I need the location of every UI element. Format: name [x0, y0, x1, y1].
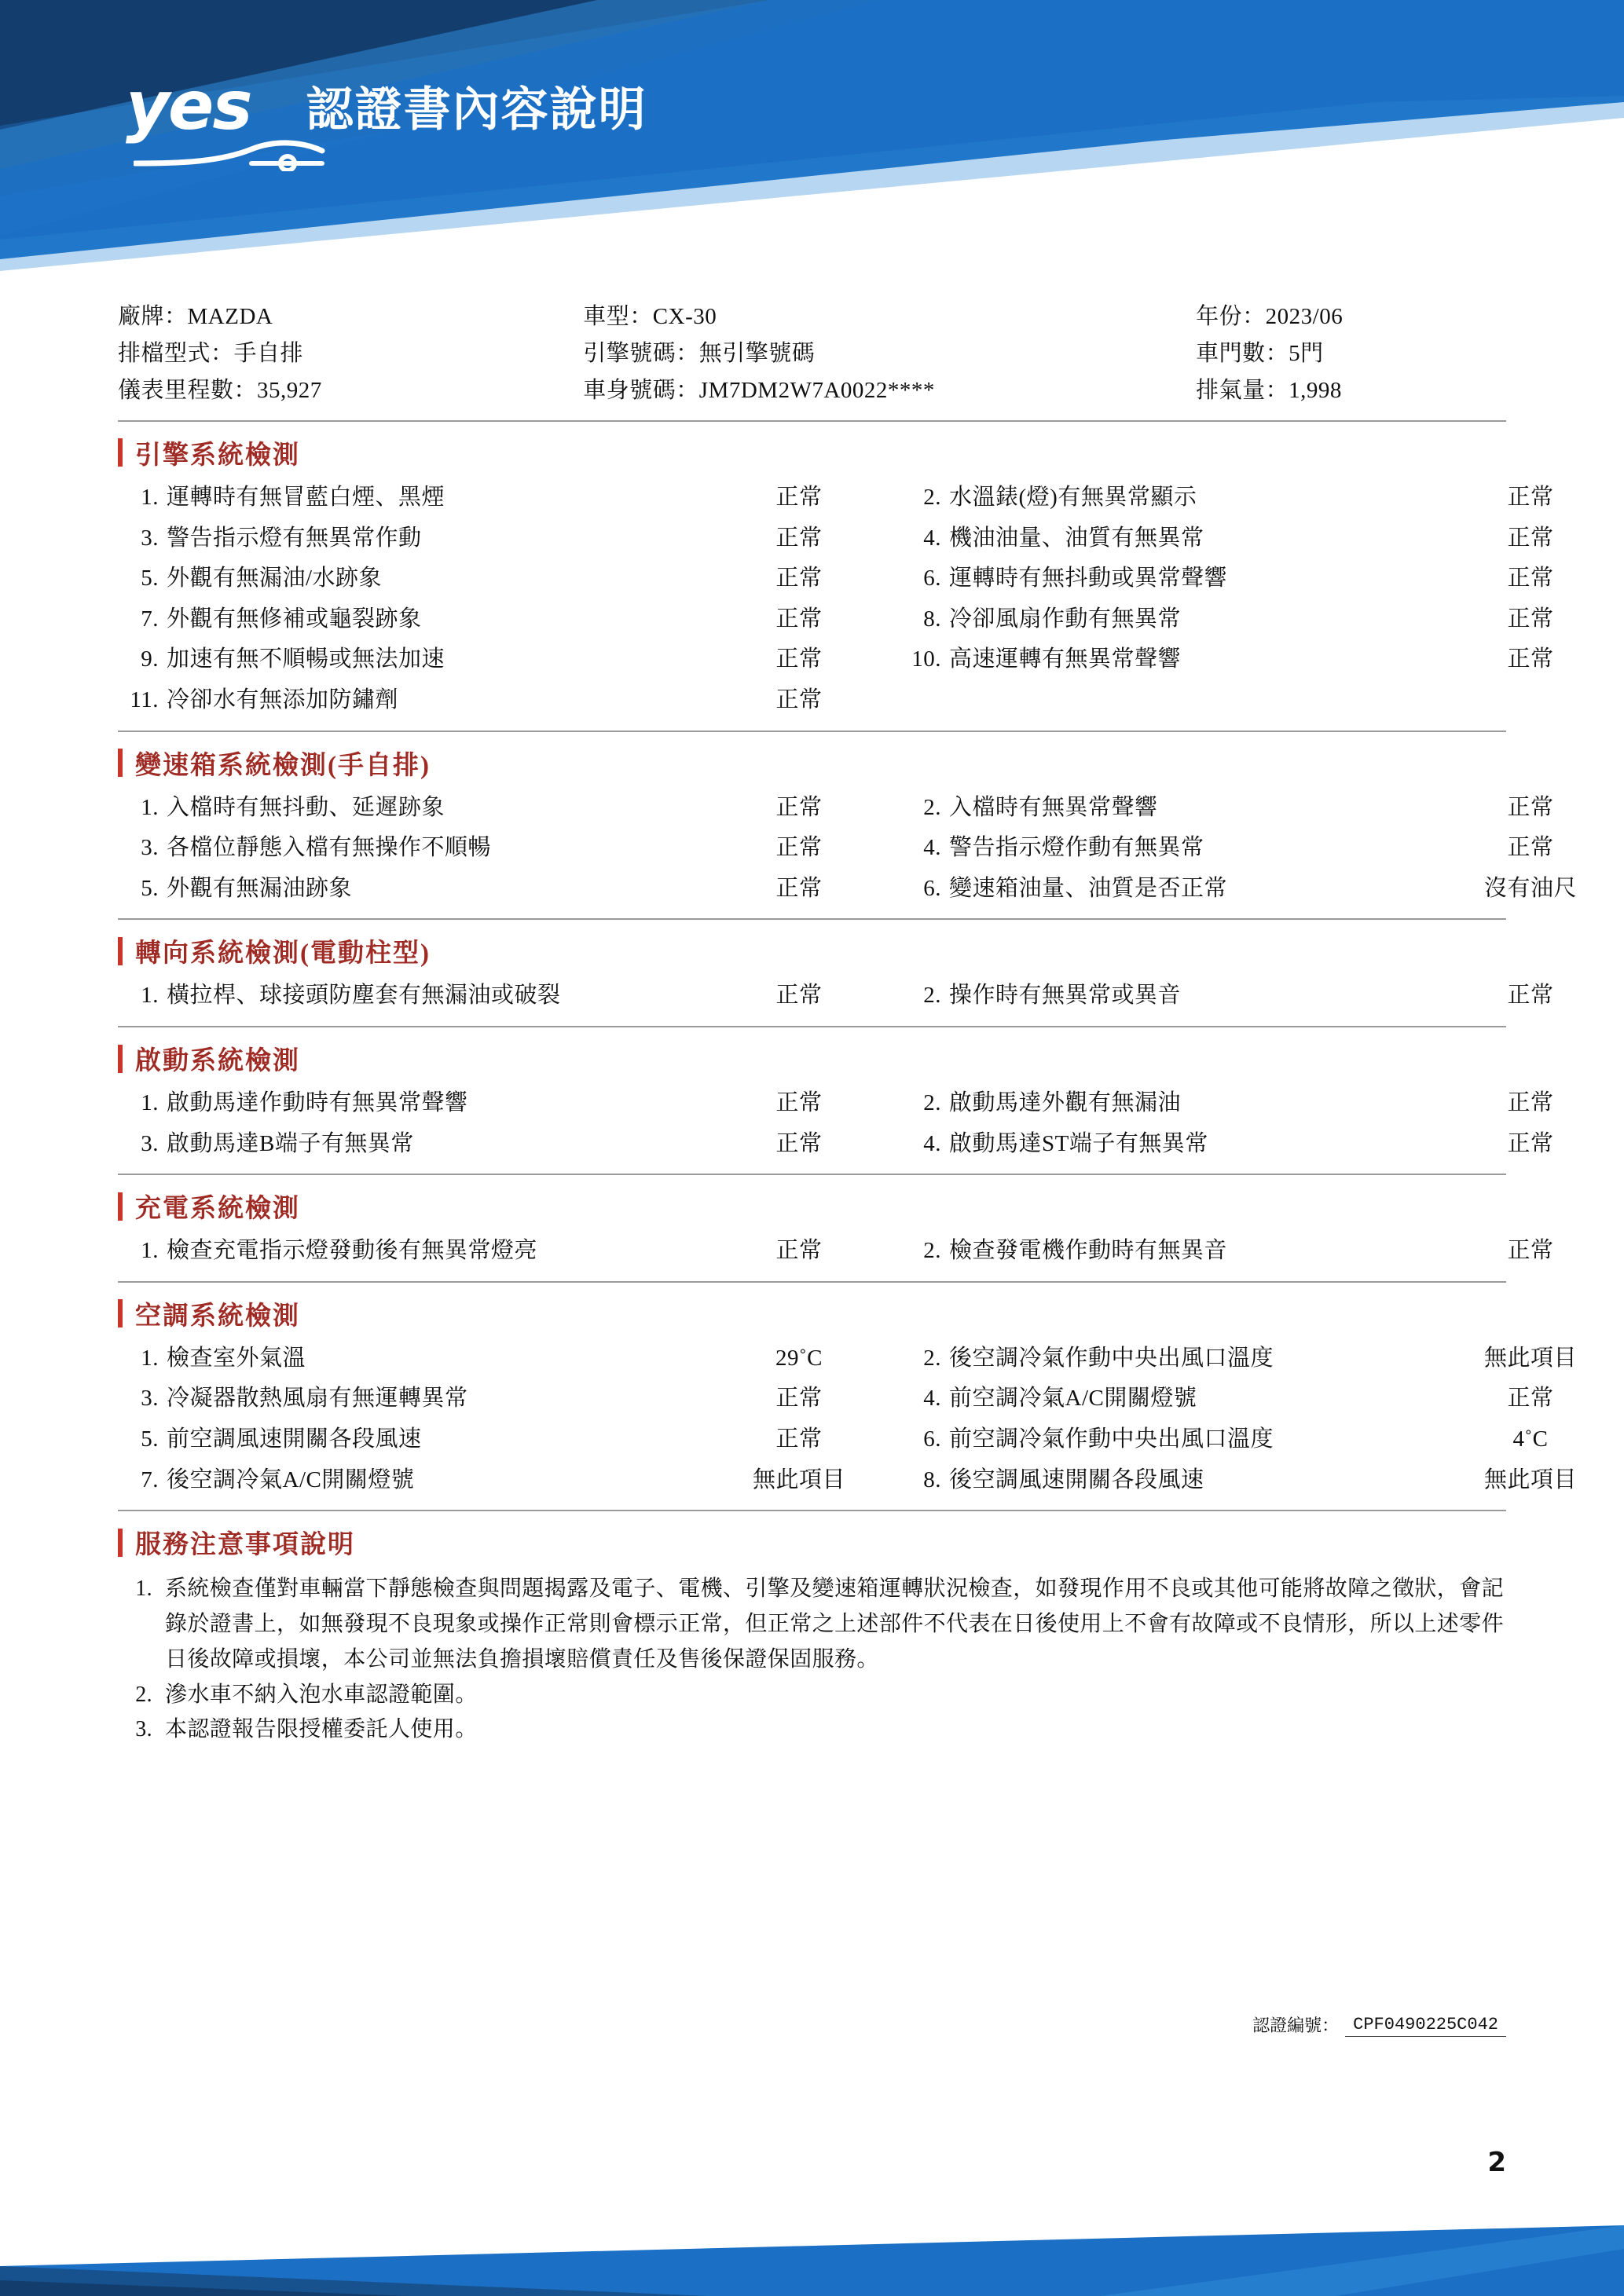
item-value: 正常	[775, 566, 823, 591]
item-number: 5.	[141, 875, 159, 901]
footer-banner-graphic	[0, 2194, 1624, 2296]
item-number: 1.	[141, 1090, 159, 1115]
item-label: 檢查室外氣溫	[167, 1345, 306, 1371]
section-accent-bar	[118, 1299, 123, 1327]
spacer	[866, 976, 897, 1016]
item-number: 7.	[141, 1467, 159, 1492]
item-number: 2.	[923, 484, 941, 510]
item-number	[897, 680, 949, 721]
section-rows	[118, 478, 1554, 732]
section-rows	[118, 1083, 1554, 1175]
check-row	[118, 869, 1577, 910]
item-value: 無此項目	[1483, 1345, 1577, 1371]
note-number: 3.	[135, 1717, 152, 1742]
vehicle-mileage: 儀表里程數：35,927	[118, 377, 322, 403]
item-label: 檢查發電機作動時有無異音	[949, 1238, 1228, 1264]
check-row	[118, 828, 1554, 869]
item-label: 入檔時有無異常聲響	[949, 794, 1158, 820]
item-label: 各檔位靜態入檔有無操作不順暢	[167, 835, 492, 861]
check-row	[118, 518, 1554, 559]
check-row	[118, 599, 1554, 640]
note-text: 滲水車不納入泡水車認證範圍。	[165, 1682, 478, 1707]
section-accent-bar	[118, 1045, 123, 1073]
note-item	[118, 1572, 1506, 1677]
item-value: 正常	[1507, 525, 1554, 551]
item-label: 前空調冷氣作動中央出風口溫度	[949, 1426, 1274, 1452]
section-accent-bar	[118, 749, 123, 777]
check-row	[118, 1379, 1554, 1419]
item-value: 無此項目	[1483, 1467, 1577, 1492]
section-accent-bar	[118, 438, 123, 467]
spacer	[866, 478, 897, 518]
item-label: 冷卻風扇作動有無異常	[949, 606, 1182, 632]
item-label: 警告指示燈作動有無異常	[949, 835, 1204, 861]
vehicle-transmission: 排檔型式：手自排	[118, 340, 304, 366]
item-value: 正常	[775, 794, 823, 820]
item-number: 10.	[911, 646, 941, 672]
check-row	[118, 976, 1554, 1016]
vehicle-displacement: 排氣量：1,998	[1196, 377, 1342, 403]
item-label: 外觀有無修補或龜裂跡象	[167, 606, 422, 632]
spacer	[866, 869, 897, 910]
item-value: 正常	[775, 484, 823, 510]
item-label: 水溫錶(燈)有無異常顯示	[949, 484, 1197, 510]
note-item	[118, 1678, 1506, 1713]
note-number: 1.	[135, 1576, 152, 1602]
item-number: 5.	[141, 1426, 159, 1452]
item-value: 正常	[775, 1386, 823, 1412]
item-label: 冷卻水有無添加防鏽劑	[167, 687, 399, 712]
item-number: 4.	[923, 835, 941, 861]
spacer	[866, 639, 897, 680]
item-number: 8.	[923, 606, 941, 632]
spacer	[866, 558, 897, 599]
item-value: 正常	[1507, 484, 1554, 510]
section-steering	[118, 920, 1554, 1027]
item-number: 1.	[141, 1238, 159, 1264]
service-notes-list	[118, 1567, 1506, 1748]
item-label: 前空調冷氣A/C開關燈號	[949, 1386, 1197, 1412]
spacer	[866, 1231, 897, 1272]
item-value: 正常	[1507, 646, 1554, 672]
item-label: 後空調冷氣作動中央出風口溫度	[949, 1345, 1274, 1371]
item-number: 3.	[141, 1130, 159, 1156]
vehicle-info-row	[118, 335, 1506, 372]
item-label: 警告指示燈有無異常作動	[167, 525, 422, 551]
section-transmission	[118, 732, 1577, 921]
item-label: 啟動馬達ST端子有無異常	[949, 1130, 1208, 1156]
item-label: 啟動馬達外觀有無漏油	[949, 1090, 1182, 1115]
page-footer	[0, 2194, 1624, 2296]
item-value: 正常	[775, 687, 823, 712]
item-number: 1.	[141, 983, 159, 1009]
check-row	[118, 558, 1554, 599]
spacer	[866, 1338, 897, 1379]
section-accent-bar	[118, 1192, 123, 1221]
item-number: 2.	[923, 983, 941, 1009]
item-number: 9.	[141, 646, 159, 672]
item-value: 正常	[775, 646, 823, 672]
item-value: 4˚C	[1512, 1426, 1549, 1452]
check-row	[118, 680, 1506, 721]
spacer	[866, 680, 897, 721]
item-number: 3.	[141, 525, 159, 551]
item-value: 沒有油尺	[1483, 875, 1577, 901]
item-number: 3.	[141, 1386, 159, 1412]
item-value: 無此項目	[752, 1467, 845, 1492]
section-title: 引擎系統檢測	[135, 441, 300, 470]
item-number: 2.	[923, 1345, 941, 1371]
vehicle-info-row	[118, 372, 1506, 409]
item-number: 6.	[923, 875, 941, 901]
check-row	[118, 1231, 1554, 1272]
item-number: 1.	[141, 794, 159, 820]
vehicle-brand: 廠牌：MAZDA	[118, 304, 273, 329]
item-number: 1.	[141, 484, 159, 510]
item-label	[949, 680, 1452, 721]
item-value: 正常	[1507, 1386, 1554, 1412]
vehicle-engine-no: 引擎號碼：無引擎號碼	[583, 340, 816, 366]
section-header	[118, 1175, 1506, 1231]
section-air-conditioning	[118, 1283, 1577, 1511]
page-title: 認證書內容說明	[306, 82, 647, 137]
item-label: 操作時有無異常或異音	[949, 983, 1182, 1009]
item-value: 正常	[775, 835, 823, 861]
spacer	[866, 1460, 897, 1501]
item-label: 冷凝器散熱風扇有無運轉異常	[167, 1386, 468, 1412]
item-value: 正常	[775, 1238, 823, 1264]
section-header	[118, 1027, 1506, 1083]
item-label: 啟動馬達作動時有無異常聲響	[167, 1090, 468, 1115]
check-row	[118, 1124, 1554, 1165]
item-number: 5.	[141, 566, 159, 591]
item-value: 正常	[775, 983, 823, 1009]
car-swoosh-icon	[134, 140, 338, 171]
page-header	[0, 0, 1624, 283]
spacer	[866, 1083, 897, 1124]
vehicle-model: 車型：CX-30	[583, 304, 717, 329]
item-label: 高速運轉有無異常聲響	[949, 646, 1182, 672]
item-number: 2.	[923, 1238, 941, 1264]
spacer	[866, 1124, 897, 1165]
brand-logo	[126, 67, 647, 145]
item-label: 啟動馬達B端子有無異常	[167, 1130, 414, 1156]
section-rows	[118, 1338, 1577, 1511]
section-rows	[118, 1231, 1554, 1283]
check-row	[118, 788, 1554, 829]
section-title: 充電系統檢測	[135, 1195, 300, 1224]
item-value: 正常	[1507, 606, 1554, 632]
item-value: 正常	[1507, 1238, 1554, 1264]
note-item	[118, 1712, 1506, 1748]
spacer	[866, 599, 897, 640]
certificate-number	[1252, 2012, 1506, 2037]
item-value	[1452, 680, 1609, 721]
spacer	[866, 1419, 897, 1460]
spacer	[866, 828, 897, 869]
item-number: 4.	[923, 525, 941, 551]
vehicle-year: 年份：2023/06	[1196, 304, 1344, 329]
section-service-notes	[118, 1511, 1506, 1567]
item-number: 1.	[141, 1345, 159, 1371]
item-value: 正常	[1507, 835, 1554, 861]
check-row	[118, 639, 1554, 680]
section-header	[118, 920, 1506, 976]
spacer	[866, 788, 897, 829]
item-label: 變速箱油量、油質是否正常	[949, 875, 1228, 901]
item-number: 8.	[923, 1467, 941, 1492]
note-number: 2.	[135, 1682, 152, 1707]
spacer	[866, 518, 897, 559]
section-header	[118, 732, 1506, 788]
vehicle-vin: 車身號碼：JM7DM2W7A0022****	[583, 377, 935, 403]
item-label: 加速有無不順暢或無法加速	[167, 646, 445, 672]
vehicle-info-row	[118, 298, 1506, 335]
section-title: 服務注意事項說明	[135, 1531, 355, 1560]
item-number: 6.	[923, 1426, 941, 1452]
item-value: 正常	[1507, 1090, 1554, 1115]
document-body	[0, 298, 1624, 1748]
note-text: 系統檢查僅對車輛當下靜態檢查與問題揭露及電子、電機、引擎及變速箱運轉狀況檢查，如發現作用不良或其他可能將故障之徵狀，會記錄於證書上，如無發現不良現象或操作正常則會標示正常，但正常之上述部件不代表在日後使用上不會有故障或不良情形，所以上述零件日後故障或損壞，本公司並無法負擔損壞賠償責任及售後保證保固服務。	[165, 1576, 1505, 1672]
item-value: 29˚C	[775, 1345, 823, 1371]
item-number: 3.	[141, 835, 159, 861]
vehicle-info-block	[118, 298, 1506, 422]
check-row	[118, 478, 1554, 518]
item-label: 運轉時有無冒藍白煙、黑煙	[167, 484, 445, 510]
section-title: 空調系統檢測	[135, 1302, 300, 1331]
item-label: 外觀有無漏油跡象	[167, 875, 353, 901]
item-number: 6.	[923, 566, 941, 591]
item-label: 外觀有無漏油/水跡象	[167, 566, 383, 591]
item-label: 機油油量、油質有無異常	[949, 525, 1204, 551]
item-number: 2.	[923, 794, 941, 820]
item-value: 正常	[1507, 1130, 1554, 1156]
check-row	[118, 1460, 1577, 1501]
item-label: 運轉時有無抖動或異常聲響	[949, 566, 1228, 591]
item-value: 正常	[775, 525, 823, 551]
page-number: 2	[1487, 2147, 1506, 2178]
item-label: 入檔時有無抖動、延遲跡象	[167, 794, 445, 820]
section-title: 變速箱系統檢測(手自排)	[135, 751, 431, 780]
spacer	[866, 1379, 897, 1419]
item-value: 正常	[775, 606, 823, 632]
check-row	[118, 1083, 1554, 1124]
section-header	[118, 1283, 1506, 1338]
check-row	[118, 1338, 1577, 1379]
item-label: 橫拉桿、球接頭防塵套有無漏油或破裂	[167, 983, 561, 1009]
section-engine	[118, 422, 1554, 732]
section-rows	[118, 788, 1577, 921]
item-value: 正常	[775, 875, 823, 901]
certificate-number-label: 認證編號：	[1252, 2016, 1340, 2035]
section-header	[118, 1511, 1506, 1567]
item-number: 4.	[923, 1386, 941, 1412]
item-value: 正常	[775, 1130, 823, 1156]
note-text: 本認證報告限授權委託人使用。	[165, 1717, 478, 1742]
check-row	[118, 1419, 1549, 1460]
item-value: 正常	[1507, 566, 1554, 591]
section-rows	[118, 976, 1554, 1027]
certificate-number-value: CPF0490225C042	[1345, 2015, 1506, 2037]
item-number: 11.	[130, 687, 159, 712]
vehicle-doors: 車門數：5門	[1196, 340, 1324, 366]
item-value: 正常	[1507, 794, 1554, 820]
item-value: 正常	[775, 1090, 823, 1115]
section-charging	[118, 1175, 1554, 1283]
section-accent-bar	[118, 1529, 123, 1557]
section-title: 啟動系統檢測	[135, 1047, 300, 1075]
logo-text: yes	[126, 67, 251, 145]
item-number: 2.	[923, 1090, 941, 1115]
item-number: 7.	[141, 606, 159, 632]
section-starter	[118, 1027, 1554, 1175]
item-number: 4.	[923, 1130, 941, 1156]
item-value: 正常	[1507, 983, 1554, 1009]
section-accent-bar	[118, 937, 123, 965]
section-header	[118, 422, 1506, 478]
item-label: 後空調冷氣A/C開關燈號	[167, 1467, 415, 1492]
item-label: 前空調風速開關各段風速	[167, 1426, 422, 1452]
item-label: 後空調風速開關各段風速	[949, 1467, 1204, 1492]
item-label: 檢查充電指示燈發動後有無異常燈亮	[167, 1238, 538, 1264]
item-value: 正常	[775, 1426, 823, 1452]
section-title: 轉向系統檢測(電動柱型)	[135, 939, 431, 969]
